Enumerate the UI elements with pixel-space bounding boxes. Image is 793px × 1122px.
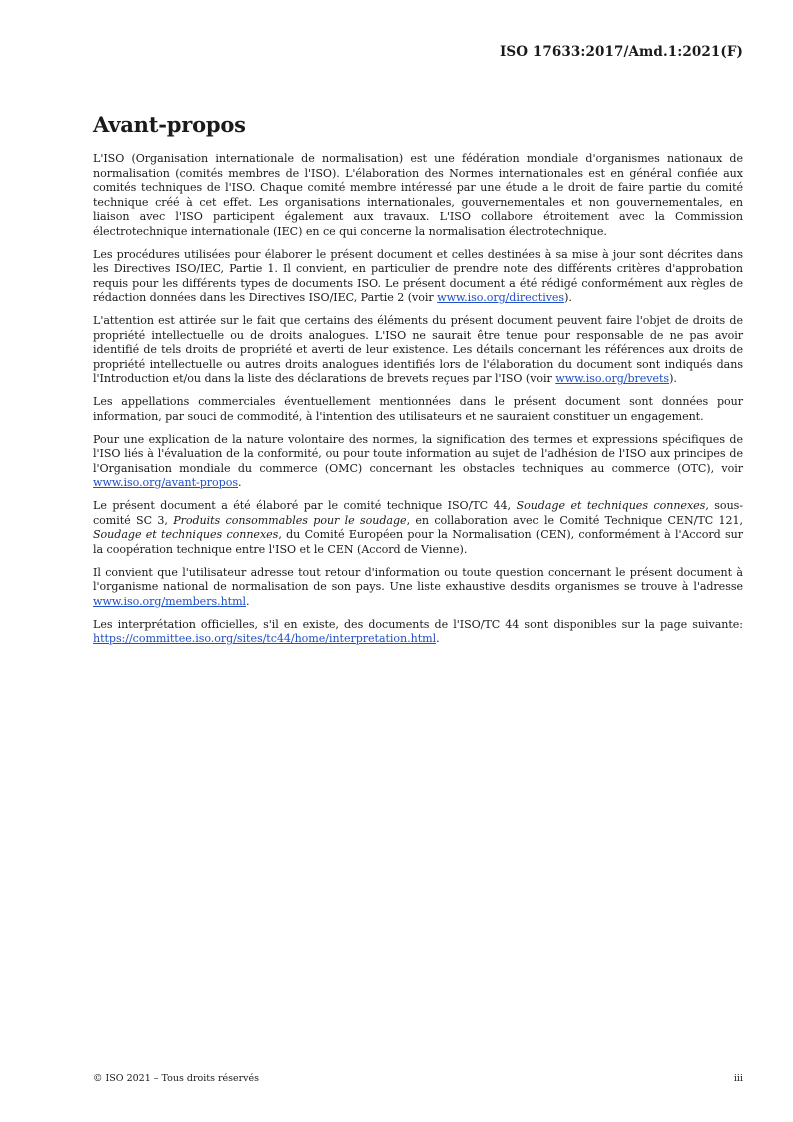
page-number: iii — [733, 1073, 743, 1084]
paragraph-text: L'attention est attirée sur le fait que certains des éléments du présent document peuvent faire l'objet de droits de propriété intellectuelle ou de droits analogues. L'ISO ne saurait être tenue pour responsable de ne pas avoir identifié de tels droits de propriété et averti de leur existence. Les détails concernant les références aux droits de propriété intellectuelle ou autres droits analogues identifiés lors de l'élaboration du document sont indiqués dans l'Introduction et/ou dans la liste des déclarations de brevets reçues par l'ISO (voir — [93, 314, 743, 385]
paragraph-text: . — [246, 594, 250, 608]
paragraph-text: Les procédures utilisées pour élaborer le présent document et celles destinées à sa mise à jour sont décrites dans les Directives ISO/IEC, Partie 1. Il convient, en particulier de prendre note des différents critères d'approbation requis pour les différents types de documents ISO. Le présent document a été rédigé conformément aux règles de rédaction données dans les Directives ISO/IEC, Partie 2 (voir — [93, 247, 743, 304]
paragraph-text: ). — [669, 372, 677, 385]
paragraph-text: ). — [564, 291, 572, 304]
page-footer — [93, 1073, 743, 1084]
subcommittee-title-italic: Produits consommables pour le soudage — [173, 513, 407, 527]
paragraph-trade-names — [93, 395, 743, 424]
paragraph-text: Les interprétation officielles, s'il en existe, des documents de l'ISO/TC 44 sont disponibles sur la page suivante: — [93, 617, 743, 631]
paragraph-committee — [93, 499, 743, 557]
members-link[interactable]: www.iso.org/members.html — [93, 594, 247, 608]
paragraph-interpretations — [93, 618, 743, 647]
paragraph-text: Pour une explication de la nature volontaire des normes, la signification des termes et expressions spécifiques de l'ISO liés à l'évaluation de la conformité, ou pour toute information au sujet de l'adhésion de l'ISO aux principes de l'Organisation mondiale du commerce (OMC) concernant les obstacles techniques au commerce (OTC), voir — [93, 432, 743, 475]
page-title: Avant-propos — [93, 112, 246, 137]
paragraph-patents — [93, 314, 743, 387]
document-id-header: ISO 17633:2017/Amd.1:2021(F) — [500, 44, 743, 60]
committee-title-italic: Soudage et techniques connexes — [516, 499, 706, 512]
paragraph-feedback — [93, 566, 743, 610]
paragraph-text: , sous-comité SC 3, — [93, 499, 744, 527]
directives-link[interactable]: www.iso.org/directives — [437, 291, 565, 304]
paragraph-text: . — [436, 632, 440, 645]
paragraph-voluntary-nature — [93, 433, 743, 491]
copyright-notice: © ISO 2021 – Tous droits réservés — [93, 1073, 260, 1084]
cen-committee-title-italic: Soudage et techniques connexes — [93, 528, 279, 541]
paragraph-text: , du Comité Européen pour la Normalisation (CEN), conformément à l'Accord sur la coopération technique entre l'ISO et le CEN (Accord de Vienne). — [93, 528, 744, 556]
paragraph-text: . — [237, 476, 242, 489]
paragraph-text: Le présent document a été élaboré par le comité technique ISO/TC 44, — [93, 499, 517, 512]
brevets-link[interactable]: www.iso.org/brevets — [555, 372, 670, 385]
paragraph-text: Les appellations commerciales éventuellement mentionnées dans le présent document sont données pour information, par souci de commodité, à l'intention des utilisateurs et ne sauraient constituer un engagement. — [93, 395, 743, 423]
paragraph-iso-organisation — [93, 152, 743, 239]
paragraph-text: Il convient que l'utilisateur adresse tout retour d'information ou toute question concernant le présent document à l'organisme national de normalisation de son pays. Une liste exhaustive desdits organismes se trouve à l'adresse — [93, 565, 743, 593]
avant-propos-link[interactable]: www.iso.org/avant-propos — [93, 476, 238, 489]
interpretation-link[interactable]: https://committee.iso.org/sites/tc44/home/interpretation.html — [93, 632, 437, 645]
paragraph-text: L'ISO (Organisation internationale de normalisation) est une fédération mondiale d'organismes nationaux de normalisation (comités membres de l'ISO). L'élaboration des Normes internationales est en général confiée aux comités techniques de l'ISO. Chaque comité membre intéressé par une étude a le droit de faire partie du comité technique créé à cet effet. Les organisations internationales, gouvernementales et non gouvernementales, en liaison avec l'ISO participent également aux travaux. L'ISO collabore étroitement avec la Commission électrotechnique internationale (IEC) en ce qui concerne la normalisation électrotechnique. — [93, 152, 743, 238]
paragraph-text: , en collaboration avec le Comité Technique CEN/TC 121, — [406, 513, 743, 527]
paragraph-procedures — [93, 248, 743, 306]
document-body — [93, 152, 743, 655]
